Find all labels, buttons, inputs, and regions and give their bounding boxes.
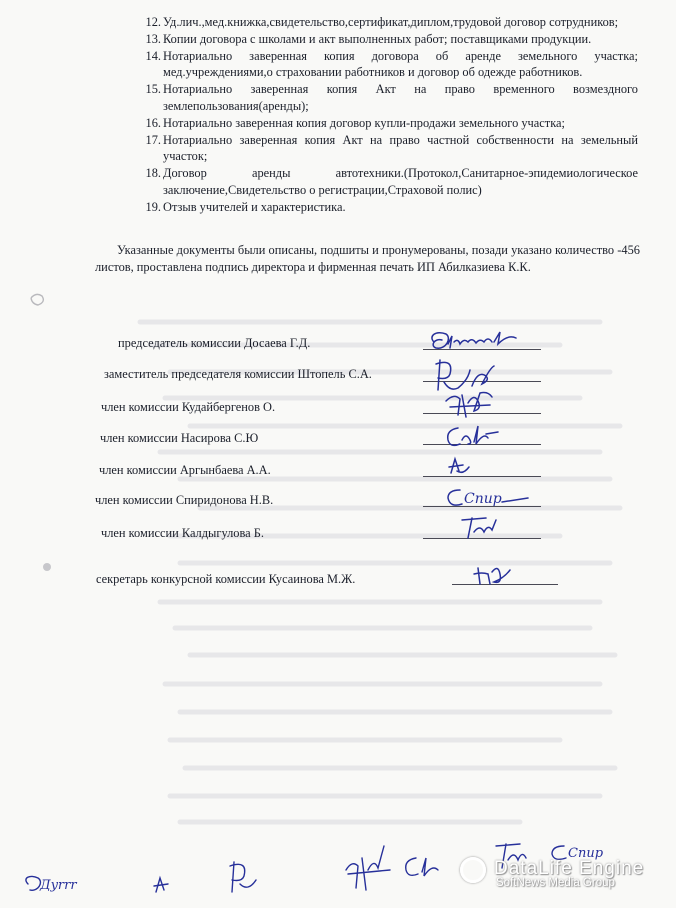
list-item: 16. Нотариально заверенная копия договор купли-продажи земельного участка; bbox=[145, 115, 565, 130]
signature-line bbox=[423, 476, 541, 477]
commission-row-member: член комиссии Калдыгулова Б. bbox=[101, 526, 264, 540]
signature-member-4 bbox=[444, 484, 534, 512]
punch-mark-top bbox=[28, 290, 48, 310]
svg-text:Дyrrr: Дyrrr bbox=[40, 878, 77, 893]
commission-row-member: член комиссии Кудайбергенов О. bbox=[101, 400, 276, 414]
summary-paragraph: Указанные документы были описаны, подшиты и пронумерованы, позади указано количество -456 листов, проставлена подпись директора и фирменная печать ИП Абилказиева К.К. bbox=[95, 243, 640, 274]
list-item: 12. Уд.лич.,мед.книжка,свидетельство,сертификат,диплом,трудовой договор сотрудников; bbox=[145, 15, 619, 29]
watermark-brand: DataLife Engine bbox=[494, 858, 645, 879]
commission-row-secretary: секретарь конкурсной комиссии Кусаинова М.Ж. bbox=[96, 572, 356, 586]
signature-secretary bbox=[470, 560, 520, 590]
footer-signature-3 bbox=[226, 858, 266, 896]
punch-mark-bottom bbox=[40, 560, 54, 574]
list-item: 14. Нотариально заверенная копия договора об аренде земельного участка; мед.учреждениями,о страховании работников и договор об одежде работников. bbox=[145, 48, 638, 80]
list-item: 17. Нотариально заверенная копия Акт на право частной собственности на земельный участок; bbox=[145, 132, 638, 164]
commission-row-member: член комиссии Спиридонова Н.В. bbox=[95, 493, 274, 507]
svg-text:Спир: Спир bbox=[568, 846, 604, 861]
signature-member-3 bbox=[445, 455, 477, 477]
commission-row-member: член комиссии Аргынбаева А.А. bbox=[99, 463, 271, 477]
footer-signature-1 bbox=[18, 872, 108, 896]
footer-signature-4 bbox=[338, 840, 398, 896]
list-item: 18. Договор аренды автотехники.(Протокол,Санитарное-эпидемиологическое заключение,Свидетельство о регистрации,Страховой полис) bbox=[145, 166, 638, 197]
svg-text:Спир: Спир bbox=[464, 491, 502, 507]
footer-signature-2 bbox=[150, 874, 180, 896]
signature-member-5 bbox=[456, 512, 506, 542]
signature-member-2 bbox=[444, 422, 504, 450]
watermark-subtitle: SoftNews Media Group bbox=[496, 877, 615, 889]
list-item: 19. Отзыв учителей и характеристика. bbox=[145, 199, 346, 214]
list-item: 15. Нотариально заверенная копия Акт на право временного возмездного землепользования(аренды); bbox=[145, 82, 638, 113]
document-list bbox=[143, 14, 638, 216]
commission-row-chairman: председатель комиссии Досаева Г.Д. bbox=[118, 336, 311, 350]
commission-row-member: член комиссии Насирова С.Ю bbox=[100, 431, 259, 445]
signature-member-1 bbox=[440, 385, 500, 421]
footer-signature-5 bbox=[402, 852, 448, 886]
commission-row-deputy: заместитель председателя комиссии Штопель С.А. bbox=[104, 367, 372, 381]
watermark-logo-icon bbox=[460, 857, 486, 883]
list-item: 13. Копии договора с школами и акт выполненных работ; поставщиками продукции. bbox=[145, 31, 592, 46]
signature-chairman bbox=[424, 328, 534, 356]
